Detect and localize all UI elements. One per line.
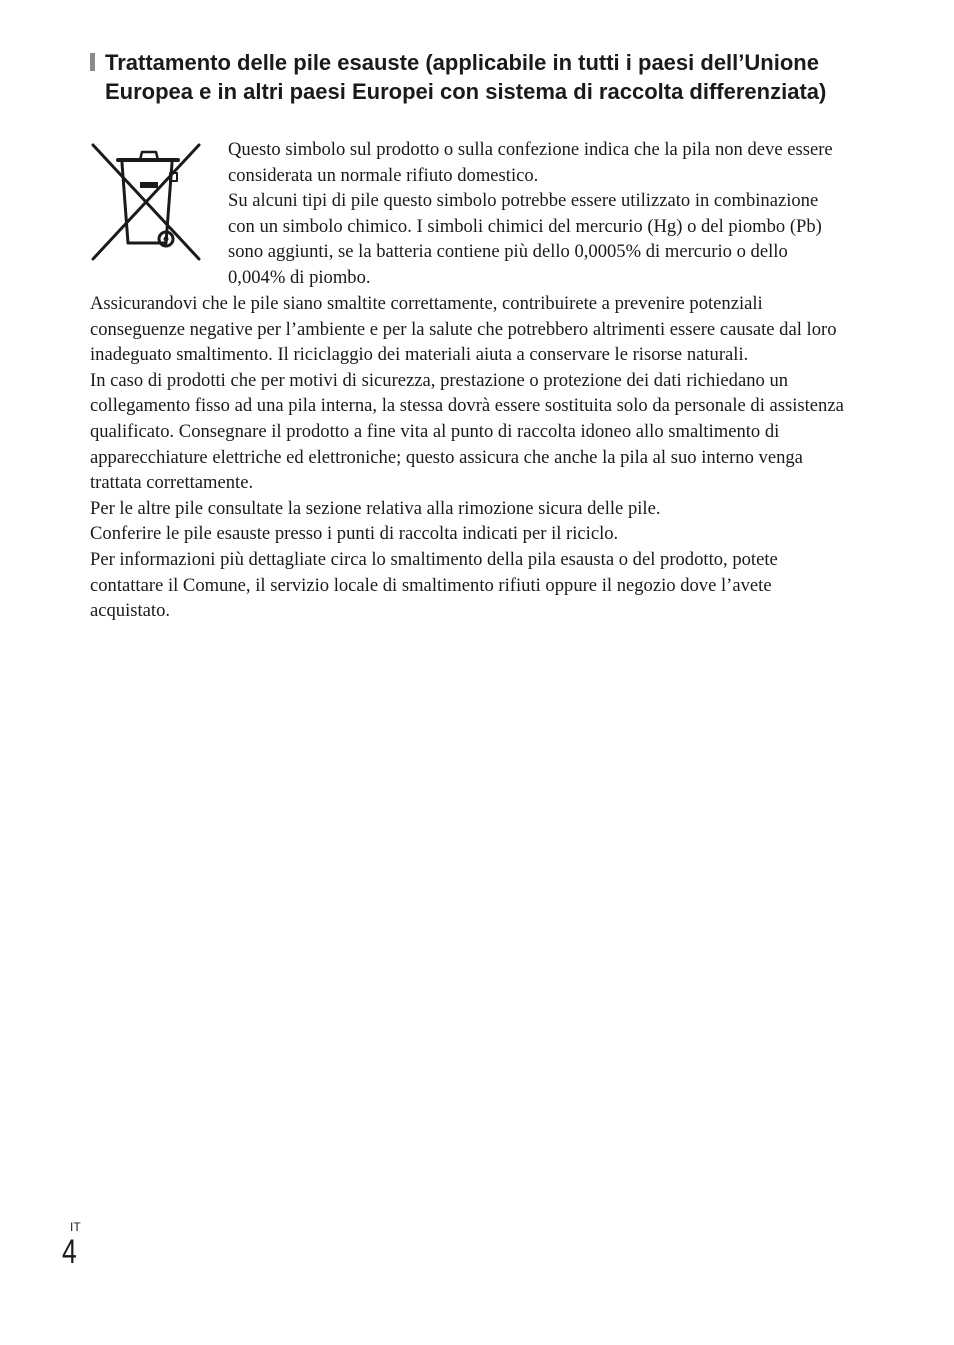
intro-paragraph: Su alcuni tipi di pile questo simbolo potrebbe essere utilizzato in combinazione con un simbolo chimico. I simboli chimici del mercurio (Hg) o del piombo (Pb) sono aggiunti, se la batteria contiene più dello 0,0005% di mercurio o dello 0,004% di piombo.: [228, 190, 822, 288]
section-title: Trattamento delle pile esauste (applicabile in tutti i paesi dell’Unione Europea e in altri paesi Europei con sistema di raccolta differenziata): [105, 50, 827, 104]
body-paragraph: Per informazioni più dettagliate circa lo smaltimento della pila esausta o del prodotto, potete contattare il Comune, il servizio locale di smaltimento rifiuti oppure il negozio dove l’avete acquistato.: [90, 548, 778, 622]
body-paragraph: In caso di prodotti che per motivi di sicurezza, prestazione o protezione dei dati richiedano un collegamento fisso ad una pila interna, la stessa dovrà essere sostituita solo da personale di assistenza qualificato. Consegnare il prodotto a fine vita al punto di raccolta idoneo allo smaltimento di apparecchiature elettriche ed elettroniche; questo assicura che anche la pila al suo interno venga trattata correttamente.: [90, 369, 844, 494]
heading-marker: [90, 53, 95, 71]
body-paragraph: Per le altre pile consultate la sezione relativa alla rimozione sicura delle pile.: [90, 497, 661, 519]
body-paragraph: Conferire le pile esauste presso i punti di raccolta indicati per il riciclo.: [90, 523, 619, 545]
intro-text: [228, 137, 848, 291]
page-number: 4: [62, 1233, 77, 1271]
intro-paragraph: Questo simbolo sul prodotto o sulla confezione indica che la pila non deve essere considerata un normale rifiuto domestico.: [228, 139, 833, 186]
language-code: IT: [70, 1220, 81, 1234]
crossed-out-wheeled-bin-icon: [90, 143, 202, 261]
section-heading: [90, 48, 850, 106]
body-paragraph: Assicurandovi che le pile siano smaltite correttamente, contribuirete a prevenire potenziali conseguenze negative per l’ambiente e per la salute che potrebbero altrimenti essere causate dal loro inadeguato smaltimento. Il riciclaggio dei materiali aiuta a conservare le risorse naturali.: [90, 293, 837, 366]
body-text: [90, 291, 850, 624]
